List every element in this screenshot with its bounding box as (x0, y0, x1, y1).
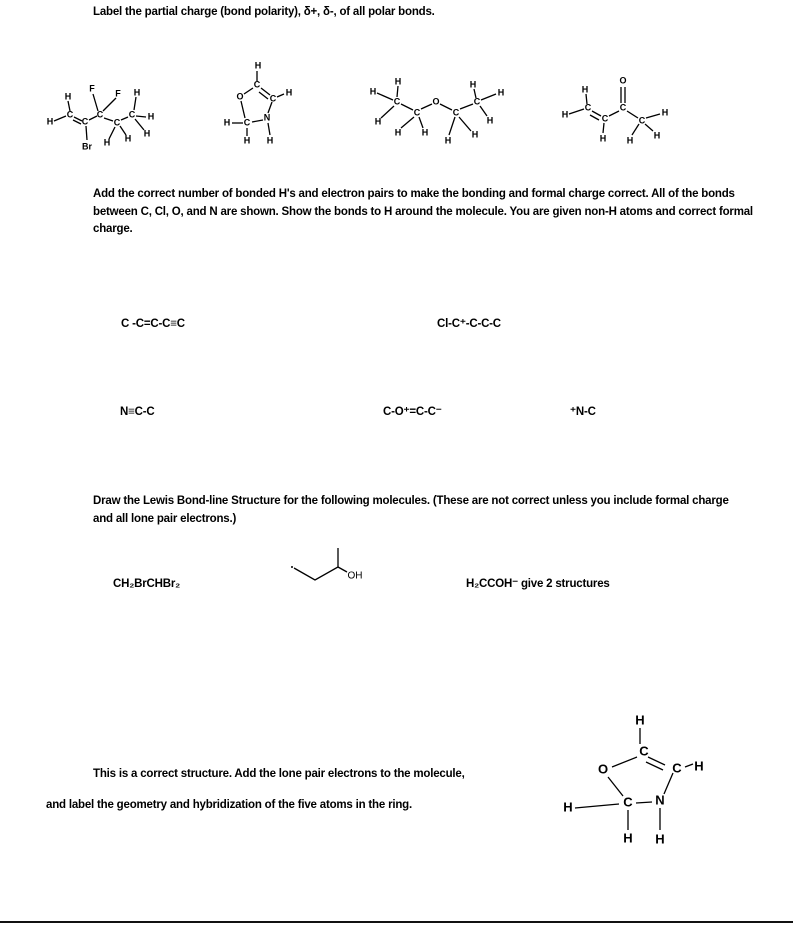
svg-text:C: C (623, 794, 633, 810)
svg-text:C: C (473, 96, 481, 107)
svg-text:C: C (584, 102, 592, 113)
svg-text:O: O (597, 761, 609, 777)
svg-text:H: H (581, 84, 589, 95)
svg-text:C: C (638, 115, 646, 126)
svg-text:O: O (236, 91, 244, 102)
svg-text:C: C (639, 743, 649, 759)
molecule-diethyl-ether (370, 76, 505, 145)
svg-text:C: C (66, 109, 74, 120)
svg-text:H: H (599, 133, 607, 144)
svg-text:C: C (393, 96, 401, 107)
svg-text:C: C (81, 116, 89, 127)
svg-text:H: H (147, 111, 155, 122)
svg-text:C: C (672, 760, 682, 776)
svg-text:N: N (263, 112, 271, 123)
skeleton-3: N≡C-C (120, 406, 155, 418)
section2-instruction: Add the correct number of bonded H's and electron pairs to make the bonding and formal charge correct. All of the bonds between C, Cl, O, and N are shown. Show the bonds to H around the molecule. You are given non-H atoms and correct formal charge. (93, 188, 753, 235)
svg-text:H: H (655, 831, 665, 847)
svg-text:H: H (471, 129, 479, 140)
molecule-oxazoline-large (563, 712, 703, 846)
svg-text:H: H (64, 91, 72, 102)
section1-instruction: Label the partial charge (bond polarity), δ+, δ-, of all polar bonds. (93, 6, 435, 18)
skeleton-5: ⁺N-C (570, 406, 596, 418)
svg-text:N: N (655, 792, 665, 808)
svg-text:C: C (96, 109, 104, 120)
svg-text:C: C (619, 102, 627, 113)
svg-text:H: H (694, 758, 704, 774)
molecule-bromo-difluoro-pentene (47, 83, 155, 151)
svg-text:H: H (285, 87, 293, 98)
svg-text:H: H (635, 712, 645, 728)
svg-text:H: H (394, 127, 402, 138)
skeleton-2: Cl-C⁺-C-C-C (437, 318, 501, 330)
formula-2: H₂CCOH⁻ give 2 structures (466, 578, 610, 590)
svg-text:H: H (133, 87, 141, 98)
svg-text:H: H (254, 60, 262, 71)
svg-text:H: H (486, 115, 494, 126)
skeletal-oh-label: OH (347, 570, 363, 582)
page-bottom-rule (0, 921, 793, 923)
svg-text:C: C (253, 79, 261, 90)
svg-text:H: H (223, 117, 231, 128)
molecule-oxazoline (224, 60, 293, 145)
svg-text:H: H (497, 87, 505, 98)
svg-text:C: C (128, 109, 136, 120)
svg-text:H: H (626, 135, 634, 146)
svg-text:F: F (115, 88, 121, 99)
svg-text:H: H (561, 109, 569, 120)
svg-text:H: H (266, 135, 274, 146)
svg-text:H: H (124, 133, 132, 144)
skeleton-1: C -C=C-C≡C (121, 318, 185, 330)
svg-text:H: H (143, 128, 151, 139)
svg-text:C: C (601, 113, 609, 124)
section4-line2: and label the geometry and hybridization of the five atoms in the ring. (46, 799, 412, 811)
svg-text:H: H (103, 137, 111, 148)
svg-text:O: O (619, 75, 627, 86)
svg-text:C: C (452, 107, 460, 118)
svg-text:H: H (653, 130, 661, 141)
svg-text:C: C (413, 107, 421, 118)
formula-1: CH₂BrCHBr₂ (113, 578, 181, 590)
svg-text:C: C (269, 93, 277, 104)
skeleton-4: C-O⁺=C-C⁻ (383, 406, 442, 418)
svg-text:H: H (46, 116, 54, 127)
svg-text:H: H (243, 135, 251, 146)
svg-text:H: H (394, 76, 402, 87)
svg-text:Br: Br (81, 141, 93, 152)
svg-text:H: H (563, 799, 573, 815)
skeletal-structure-butanol (291, 548, 363, 582)
svg-text:H: H (623, 830, 633, 846)
svg-text:O: O (432, 96, 440, 107)
svg-text:H: H (444, 135, 452, 146)
section4-line1: This is a correct structure. Add the lone pair electrons to the molecule, (93, 768, 465, 780)
svg-text:H: H (421, 127, 429, 138)
section3-instruction: Draw the Lewis Bond-line Structure for the following molecules. (These are not correct unless you include formal charge and all lone pair electrons.) (93, 495, 729, 525)
svg-text:F: F (89, 83, 95, 94)
svg-text:H: H (661, 107, 669, 118)
svg-text:H: H (369, 86, 377, 97)
svg-text:C: C (113, 117, 121, 128)
svg-text:H: H (374, 116, 382, 127)
svg-text:C: C (243, 117, 251, 128)
molecule-butenone (562, 75, 669, 145)
svg-text:H: H (469, 79, 477, 90)
